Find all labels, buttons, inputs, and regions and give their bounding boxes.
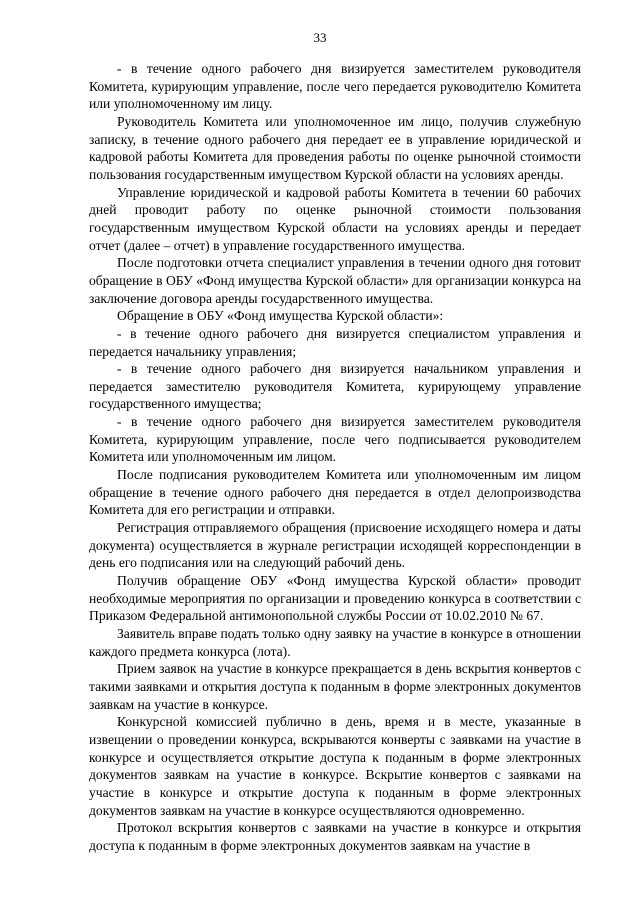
paragraph: Управление юридической и кадровой работы Комитета в течении 60 рабочих дней проводит работу по оценке рыночной стоимости пользования государственным имуществом Курской области на условиях аренды и передает отчет (далее – отчет) в управление государственного имущества.: [89, 184, 581, 253]
paragraph: Прием заявок на участие в конкурсе прекращается в день вскрытия конвертов с такими заявками и открытия доступа к поданным в форме электронных документов заявкам на участие в конкурсе.: [89, 661, 581, 712]
paragraph: - в течение одного рабочего дня визируется начальником управления и передается заместителю руководителя Комитета, курирующему управление государственного имущества;: [89, 361, 581, 412]
paragraph: Конкурсной комиссией публично в день, время и в месте, указанные в извещении о проведении конкурса, вскрываются конверты с заявками на участие в конкурсе и осуществляется открытие доступа к поданным в форме электронных документов заявкам на участие в конкурсе. Вскрытие конвертов с заявками на участие в конкурсе и открытие доступа к поданным в форме электронных документов заявкам на участие в конкурсе осуществляются одновременно.: [89, 714, 581, 818]
paragraph: Протокол вскрытия конвертов с заявками на участие в конкурсе и открытия доступа к поданным в форме электронных документов заявкам на участие в: [89, 820, 581, 853]
document-body: [89, 60, 581, 855]
paragraph: Обращение в ОБУ «Фонд имущества Курской области»:: [117, 308, 444, 324]
paragraph: После подготовки отчета специалист управления в течении одного дня готовит обращение в ОБУ «Фонд имущества Курской области» для организации конкурса на заключение договора аренды государственного имущества.: [89, 255, 581, 306]
paragraph: Руководитель Комитета или уполномоченное им лицо, получив служебную записку, в течение одного рабочего дня передает ее в управление юридической и кадровой работы Комитета для проведения работы по оценке рыночной стоимости пользования государственным имуществом Курской области на условиях аренды.: [89, 113, 581, 182]
paragraph: - в течение одного рабочего дня визируется специалистом управления и передается начальнику управления;: [89, 325, 581, 359]
paragraph: Заявитель вправе подать только одну заявку на участие в конкурсе в отношении каждого предмета конкурса (лота).: [89, 626, 581, 659]
paragraph: Получив обращение ОБУ «Фонд имущества Курской области» проводит необходимые мероприятия по организации и проведению конкурса в соответствии с Приказом Федеральной антимонопольной службы России от 10.02.2010 № 67.: [89, 573, 581, 624]
paragraph: - в течение одного рабочего дня визируется заместителем руководителя Комитета, курирующим управление, после чего передается руководителю Комитета или уполномоченному им лицу.: [89, 61, 581, 112]
paragraph: Регистрация отправляемого обращения (присвоение исходящего номера и даты документа) осуществляется в журнале регистрации исходящей корреспонденции в день его подписания или на следующий рабочий день.: [89, 520, 581, 571]
paragraph: После подписания руководителем Комитета или уполномоченным им лицом обращение в течение одного рабочего дня передается в отдел делопроизводства Комитета для его регистрации и отправки.: [89, 467, 581, 518]
page-number: 33: [313, 30, 327, 45]
paragraph: - в течение одного рабочего дня визируется заместителем руководителя Комитета, курирующим управление, после чего подписывается руководителем Комитета или уполномоченным им лицом.: [89, 414, 581, 465]
